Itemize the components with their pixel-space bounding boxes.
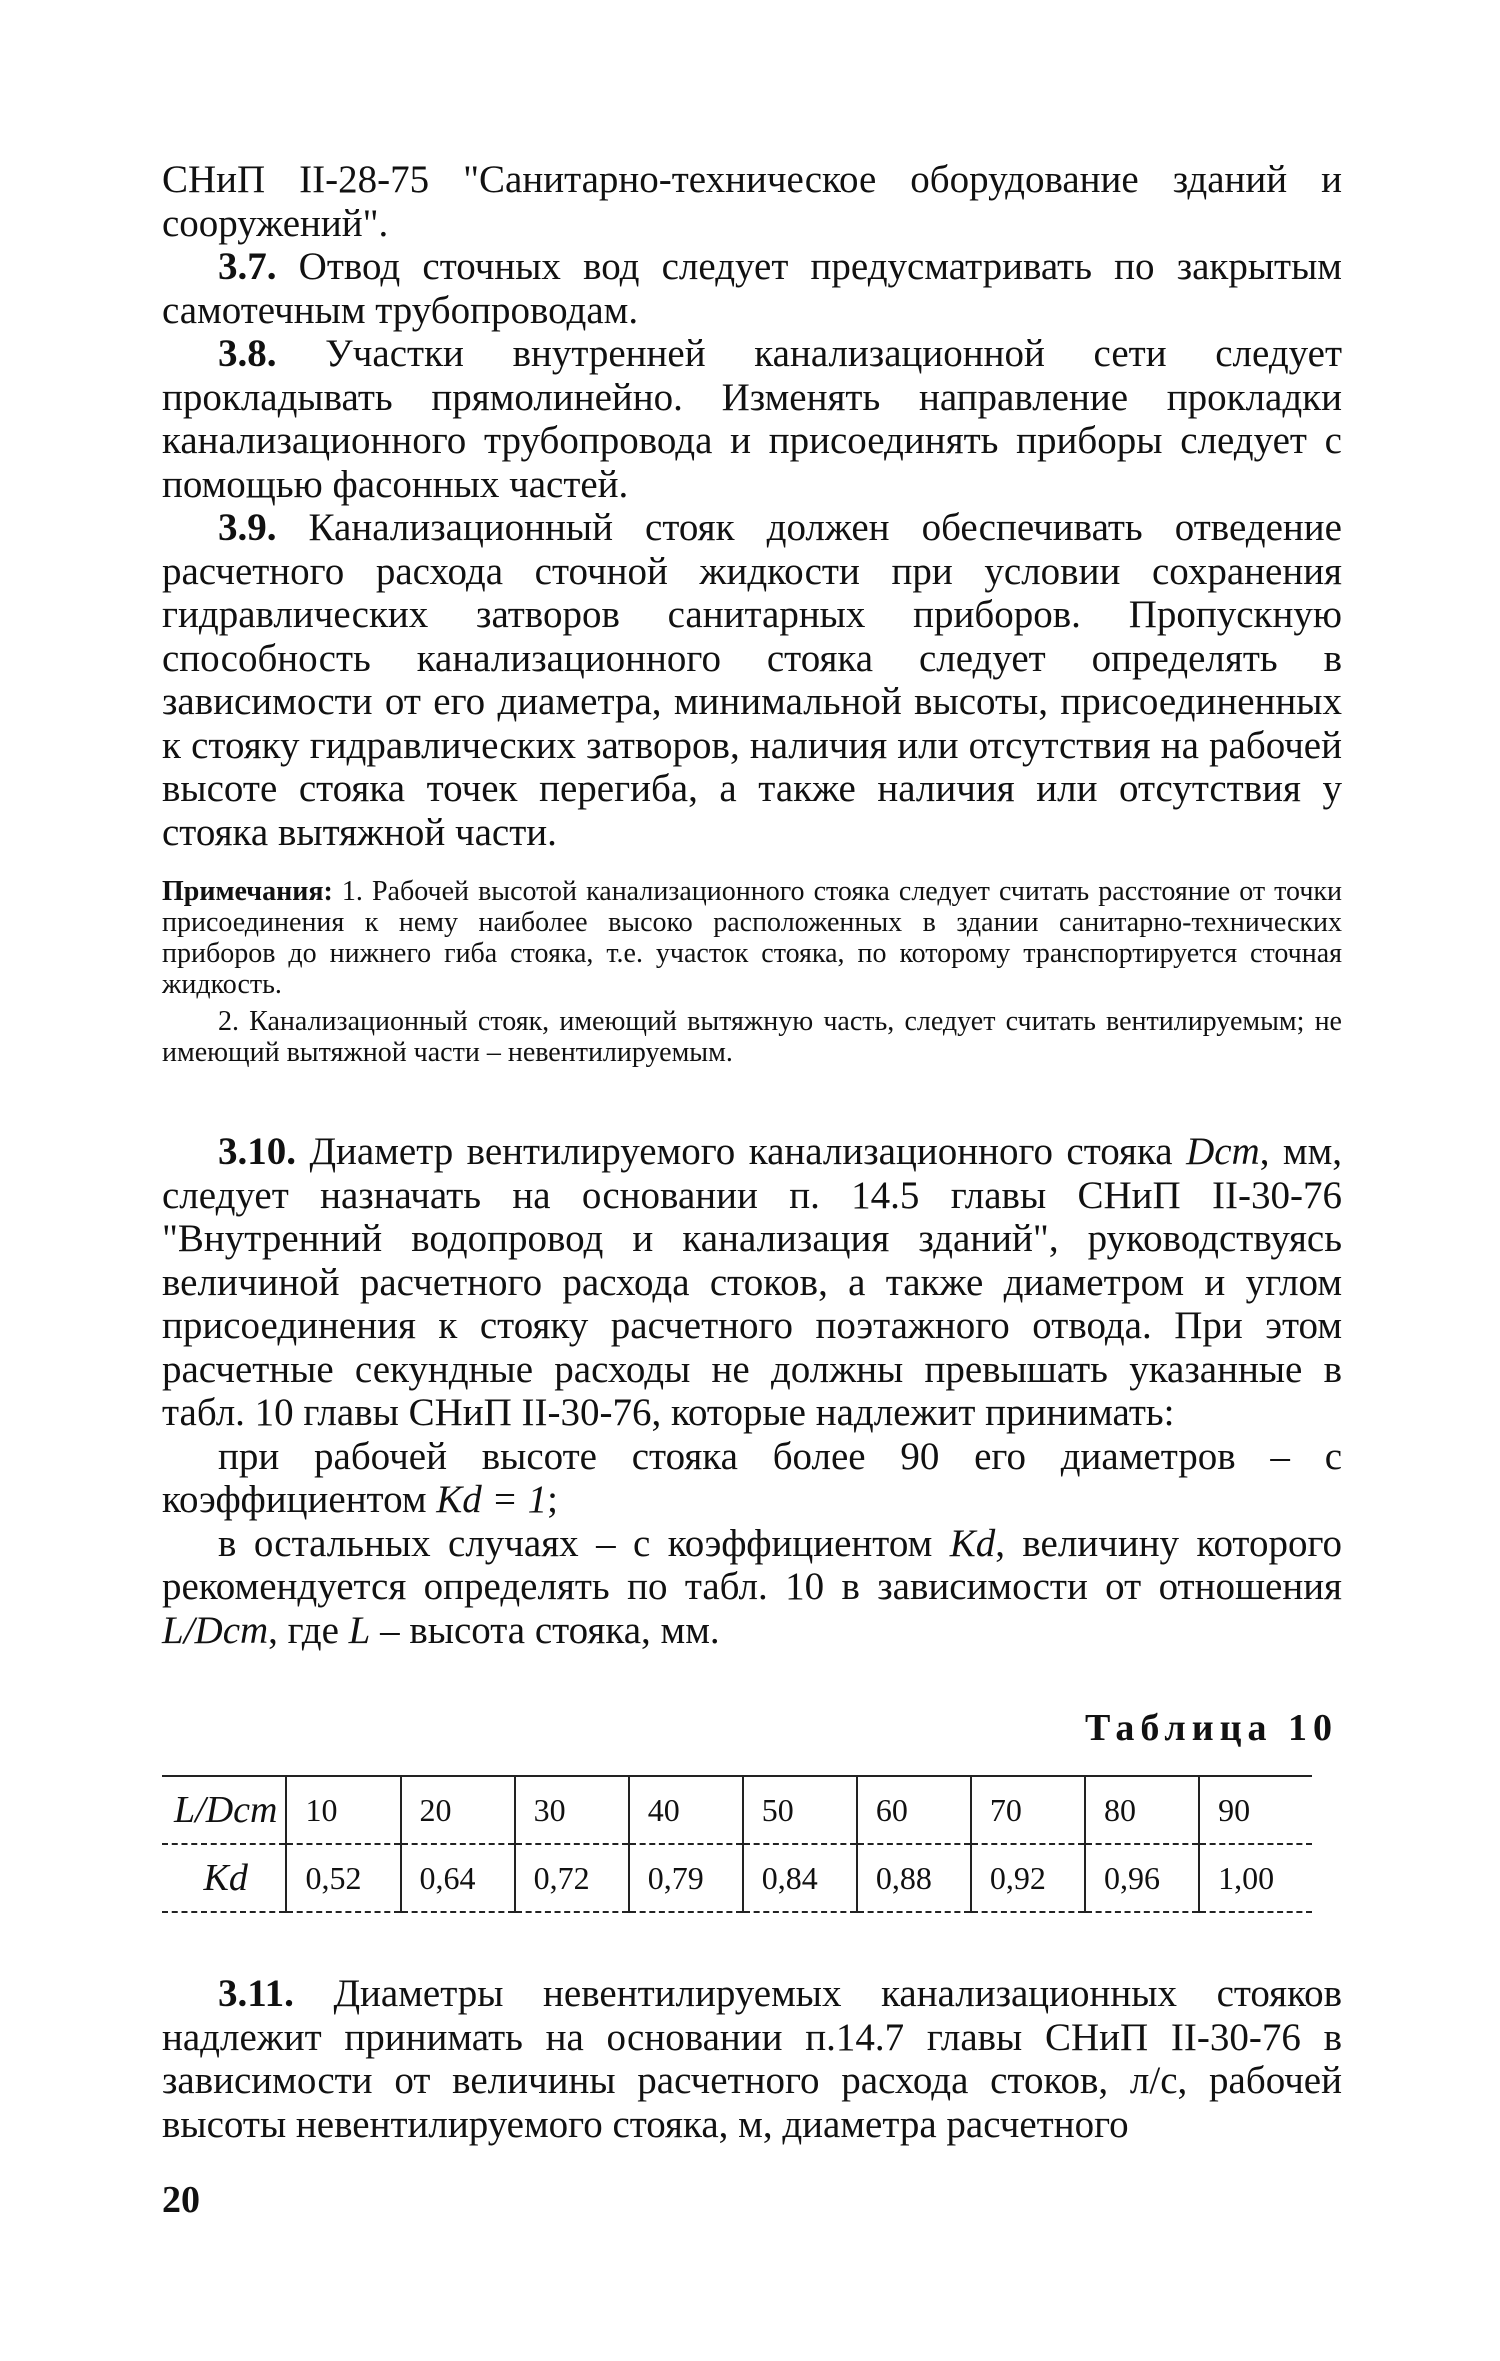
- case-text: при рабочей высоте стояка более 90 его диаметров – с коэффициентом: [162, 1434, 1342, 1521]
- case-text: в остальных случаях – с коэффициентом: [218, 1521, 950, 1565]
- notes-label: Примечания:: [162, 876, 333, 907]
- paragraph-number: 3.11.: [218, 1972, 294, 2015]
- paragraph-3-11: [162, 1972, 1342, 2146]
- paragraph-text: Отвод сточных вод следует предусматривать по закрытым самотечным трубопроводам.: [162, 245, 1342, 332]
- paragraph-text: Диаметры невентилируемых канализационных стояков надлежит принимать на основании п.14.7 главы СНиП II-30-76 в зависимости от величины расчетного расхода стоков, л/с, рабочей высоты невентилируемого стояка, м, диаметра расчетного: [162, 1972, 1342, 2146]
- case-text: , где: [268, 1608, 349, 1652]
- row-header-ratio: L/Dст: [162, 1776, 286, 1844]
- table-cell: 60: [857, 1776, 971, 1844]
- table-cell: 0,79: [629, 1844, 743, 1912]
- case-2: [162, 1522, 1342, 1653]
- table-cell: 0,52: [286, 1844, 400, 1912]
- middle-text: [162, 1130, 1342, 1652]
- paragraph-number: 3.9.: [218, 506, 277, 549]
- case-text: , величину которого рекомендуется определять по табл. 10 в зависимости от отношения: [162, 1521, 1342, 1608]
- table-title: Таблица 10: [1084, 1707, 1338, 1749]
- paragraph-3-7: [162, 245, 1342, 332]
- table-cell: 0,88: [857, 1844, 971, 1912]
- notes-block: [162, 876, 1342, 1068]
- paragraph-3-9: [162, 506, 1342, 854]
- paragraph-number: 3.10.: [218, 1130, 296, 1173]
- note-2: 2. Канализационный стояк, имеющий вытяжную часть, следует считать вентилируемым; не имеющий вытяжной части – невентилируемым.: [162, 1006, 1342, 1068]
- table-cell: 10: [286, 1776, 400, 1844]
- case-1: [162, 1435, 1342, 1522]
- paragraph-text: Участки внутренней канализационной сети следует прокладывать прямолинейно. Изменять направление прокладки канализационного трубопровода и присоединять приборы следует с помощью фасонных частей.: [162, 332, 1342, 506]
- case-text: ;: [547, 1478, 558, 1521]
- table-cell: 0,72: [515, 1844, 629, 1912]
- ratio-symbol: L/Dст: [162, 1608, 269, 1652]
- paragraph-3-10: [162, 1130, 1342, 1435]
- paragraph-text: Канализационный стояк должен обеспечивать отведение расчетного расхода сточной жидкости при условии сохранения гидравлических затворов санитарных приборов. Пропускную способность канализационного стояка следует определять в зависимости от его диаметра, минимальной высоты, присоединенных к стояку гидравлических затворов, наличия или отсутствия на рабочей высоте стояка точек перегиба, а также наличия или отсутствия у стояка вытяжной части.: [162, 506, 1342, 854]
- page-number: 20: [162, 2179, 200, 2221]
- paragraph-text: , мм, следует назначать на основании п. 14.5 главы СНиП II-30-76 "Внутренний водопровод и канализация зданий", руководствуясь величиной расчетного расхода стоков, а также диаметром и углом присоединения к стояку расчетного поэтажного отвода. При этом расчетные секундные расходы не должны превышать указанные в табл. 10 главы СНиП II-30-76, которые надлежит принимать:: [162, 1130, 1343, 1434]
- paragraph-3-8: [162, 332, 1342, 506]
- note-1-text: 1. Рабочей высотой канализационного стояка следует считать расстояние от точки присоединения к нему наиболее высоко расположенных в здании санитарно-технических приборов до нижнего гиба стояка, т.е. участок стояка, по которому транспортируется сточная жидкость.: [162, 876, 1342, 1000]
- table-cell: 80: [1085, 1776, 1199, 1844]
- table-cell: 20: [401, 1776, 515, 1844]
- paragraph-number: 3.8.: [218, 332, 277, 375]
- table-cell: 0,96: [1085, 1844, 1199, 1912]
- table-cell: 40: [629, 1776, 743, 1844]
- paragraph-number: 3.7.: [218, 245, 277, 288]
- l-symbol: L: [348, 1608, 371, 1652]
- table-cell: 0,64: [401, 1844, 515, 1912]
- table-cell: 30: [515, 1776, 629, 1844]
- table-cell: 0,92: [971, 1844, 1085, 1912]
- dct-symbol: Dст: [1186, 1130, 1260, 1173]
- case-text: – высота стояка, мм.: [370, 1608, 720, 1652]
- table-row-ratio: [162, 1776, 1312, 1844]
- lower-text: [162, 1972, 1342, 2146]
- table-cell: 1,00: [1199, 1844, 1312, 1912]
- table-row-kd: [162, 1844, 1312, 1912]
- table-cell: 70: [971, 1776, 1085, 1844]
- table-cell: 90: [1199, 1776, 1312, 1844]
- intro-paragraph: СНиП ІІ-28-75 "Санитарно-техническое оборудование зданий и сооружений".: [162, 158, 1342, 245]
- paragraph-text: Диаметр вентилируемого канализационного стояка: [296, 1130, 1187, 1173]
- coefficient-table: [162, 1775, 1312, 1913]
- row-header-kd: Kd: [162, 1844, 286, 1912]
- note-1: [162, 876, 1342, 1000]
- table-cell: 0,84: [743, 1844, 857, 1912]
- kd-equation: Kd = 1: [436, 1478, 548, 1521]
- kd-symbol: Kd: [949, 1521, 996, 1565]
- table-cell: 50: [743, 1776, 857, 1844]
- upper-text: [162, 158, 1342, 854]
